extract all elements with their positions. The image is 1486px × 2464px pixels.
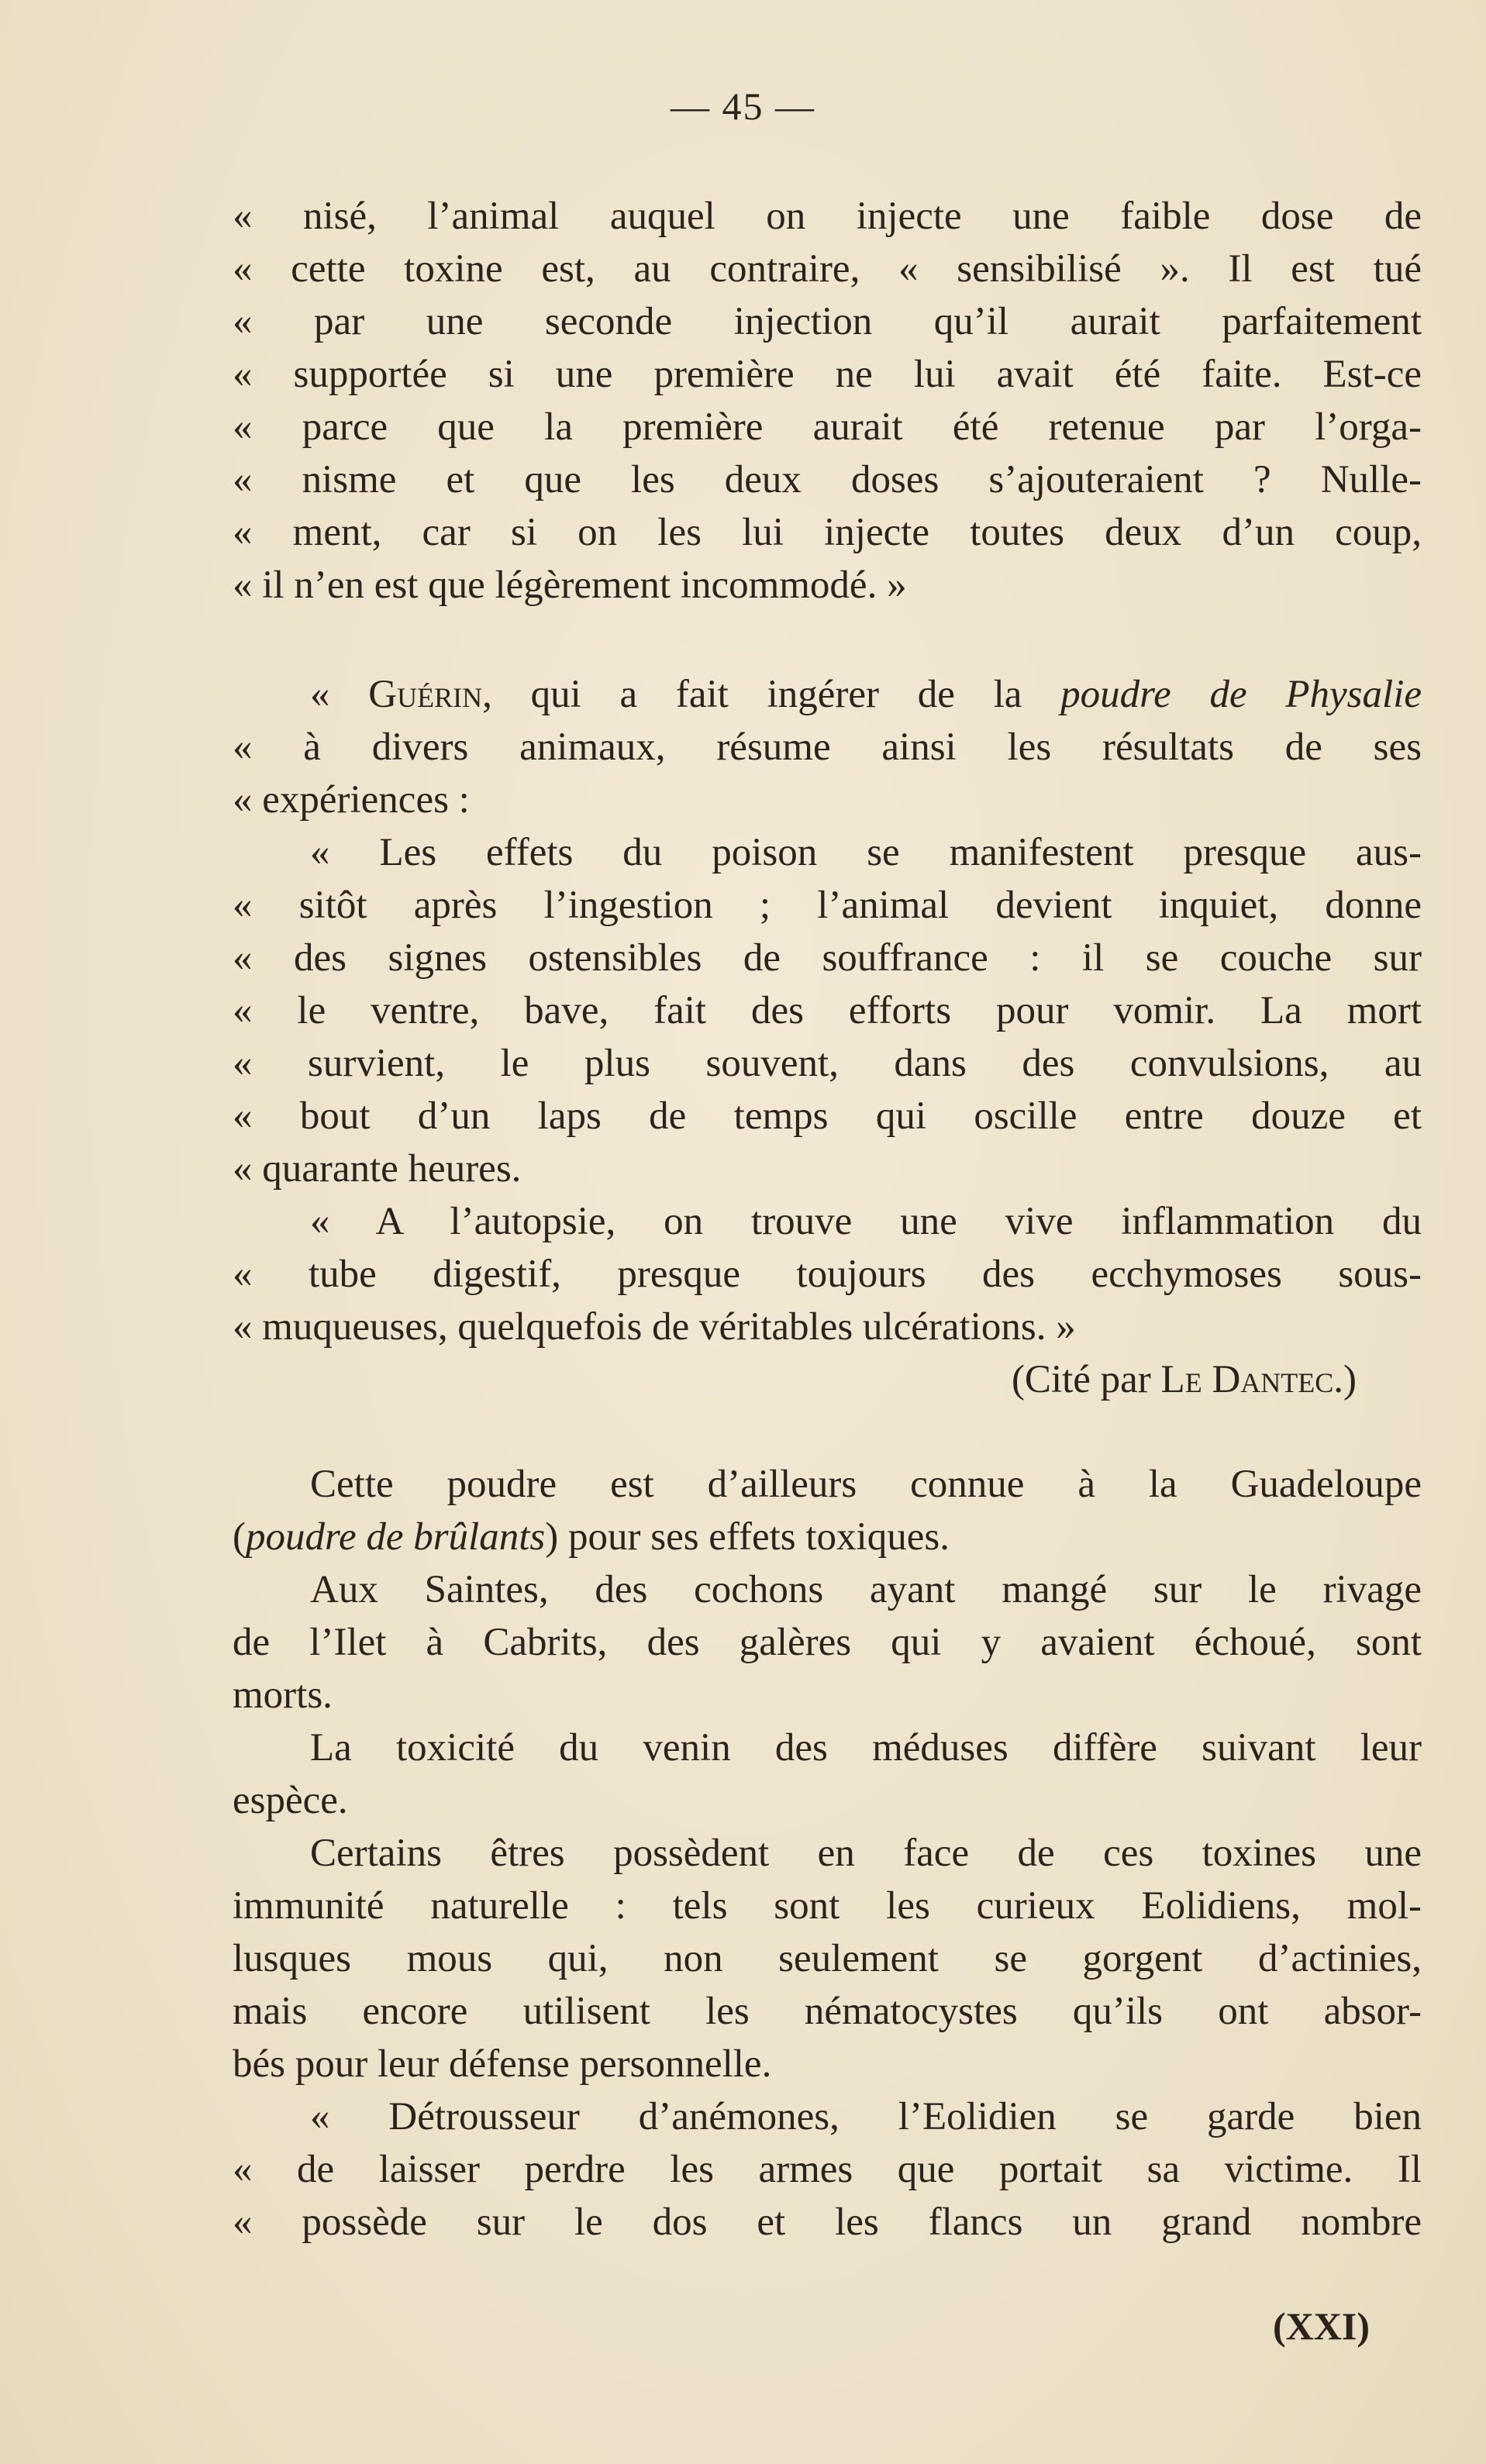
text-line: « nisé, l’animal auquel on injecte une faible dose de [233, 195, 1422, 238]
text-line: espèce. [233, 1779, 348, 1822]
text-line: « bout d’un laps de temps qui oscille entre douze et [233, 1094, 1422, 1138]
text-line: morts. [233, 1673, 333, 1717]
text-line: « muqueuses, quelquefois de véritables ulcérations. » [233, 1305, 1076, 1349]
text-line [233, 1511, 1422, 1563]
author-name: Le Dantec [1160, 1358, 1334, 1401]
text-line: « quarante heures. [233, 1147, 522, 1191]
text-line: Aux Saintes, des cochons ayant mangé sur le rivage [310, 1568, 1422, 1611]
text-line: « expériences : [233, 778, 470, 822]
text-line: « parce que la première aurait été retenue par l’orga- [233, 405, 1422, 449]
text-line: « des signes ostensibles de souffrance : il se couche sur [233, 936, 1422, 980]
text-line: « ment, car si on les lui injecte toutes deux d’un coup, [233, 511, 1422, 554]
text-line: « possède sur le dos et les flancs un grand nombre [233, 2200, 1422, 2244]
page-number: — 45 — [671, 84, 815, 128]
text-line: La toxicité du venin des méduses diffère suivant leur [310, 1726, 1422, 1770]
citation-line [233, 1353, 1357, 1406]
text-line: bés pour leur défense personnelle. [233, 2042, 772, 2086]
text-fragment: « [310, 673, 369, 716]
text-line: « A l’autopsie, on trouve une vive inflammation du [310, 1200, 1422, 1243]
text-fragment: ( [233, 1515, 246, 1559]
text-line: « de laisser perdre les armes que portait sa victime. Il [233, 2148, 1422, 2191]
text-line: « survient, le plus souvent, dans des convulsions, au [233, 1042, 1422, 1085]
text-line: lusques mous qui, non seulement se gorgent d’actinies, [233, 1937, 1422, 1980]
author-name: Guérin [368, 673, 483, 716]
text-fragment: , qui a fait ingérer de la [482, 673, 1061, 716]
text-fragment: .) [1333, 1358, 1357, 1401]
text-line: « cette toxine est, au contraire, « sensibilisé ». Il est tué [233, 247, 1422, 291]
text-line: « tube digestif, presque toujours des ecchymoses sous- [233, 1253, 1422, 1296]
text-line: « le ventre, bave, fait des efforts pour vomir. La mort [233, 989, 1422, 1032]
text-line: « sitôt après l’ingestion ; l’animal devient inquiet, donne [233, 884, 1422, 927]
text-line [310, 668, 1422, 721]
text-line: « Les effets du poison se manifestent presque aus- [310, 831, 1422, 874]
text-line: « Détrousseur d’anémones, l’Eolidien se garde bien [310, 2095, 1422, 2138]
text-line: « à divers animaux, résume ainsi les résultats de ses [233, 725, 1422, 769]
text-line: mais encore utilisent les nématocystes qu’ils ont absor- [233, 1990, 1422, 2033]
text-line: Cette poudre est d’ailleurs connue à la Guadeloupe [310, 1463, 1422, 1506]
text-line: de l’Ilet à Cabrits, des galères qui y avaient échoué, sont [233, 1621, 1422, 1664]
text-line: « supportée si une première ne lui avait été faite. Est-ce [233, 353, 1422, 396]
text-fragment: ) pour ses effets toxiques. [545, 1515, 950, 1559]
text-line: « par une seconde injection qu’il aurait parfaitement [233, 300, 1422, 343]
text-fragment: (Cité par [1011, 1358, 1161, 1401]
text-line: Certains êtres possèdent en face de ces toxines une [310, 1832, 1422, 1875]
text-line: « il n’en est que légèrement incommodé. » [233, 563, 907, 607]
italic-term: poudre de Physalie [1060, 673, 1422, 716]
italic-term: poudre de brûlants [245, 1515, 546, 1559]
text-line: « nisme et que les deux doses s’ajouteraient ? Nulle- [233, 458, 1422, 501]
text-line: immunité naturelle : tels sont les curieux Eolidiens, mol- [233, 1884, 1422, 1928]
signature-mark: (XXI) [1273, 2304, 1370, 2348]
